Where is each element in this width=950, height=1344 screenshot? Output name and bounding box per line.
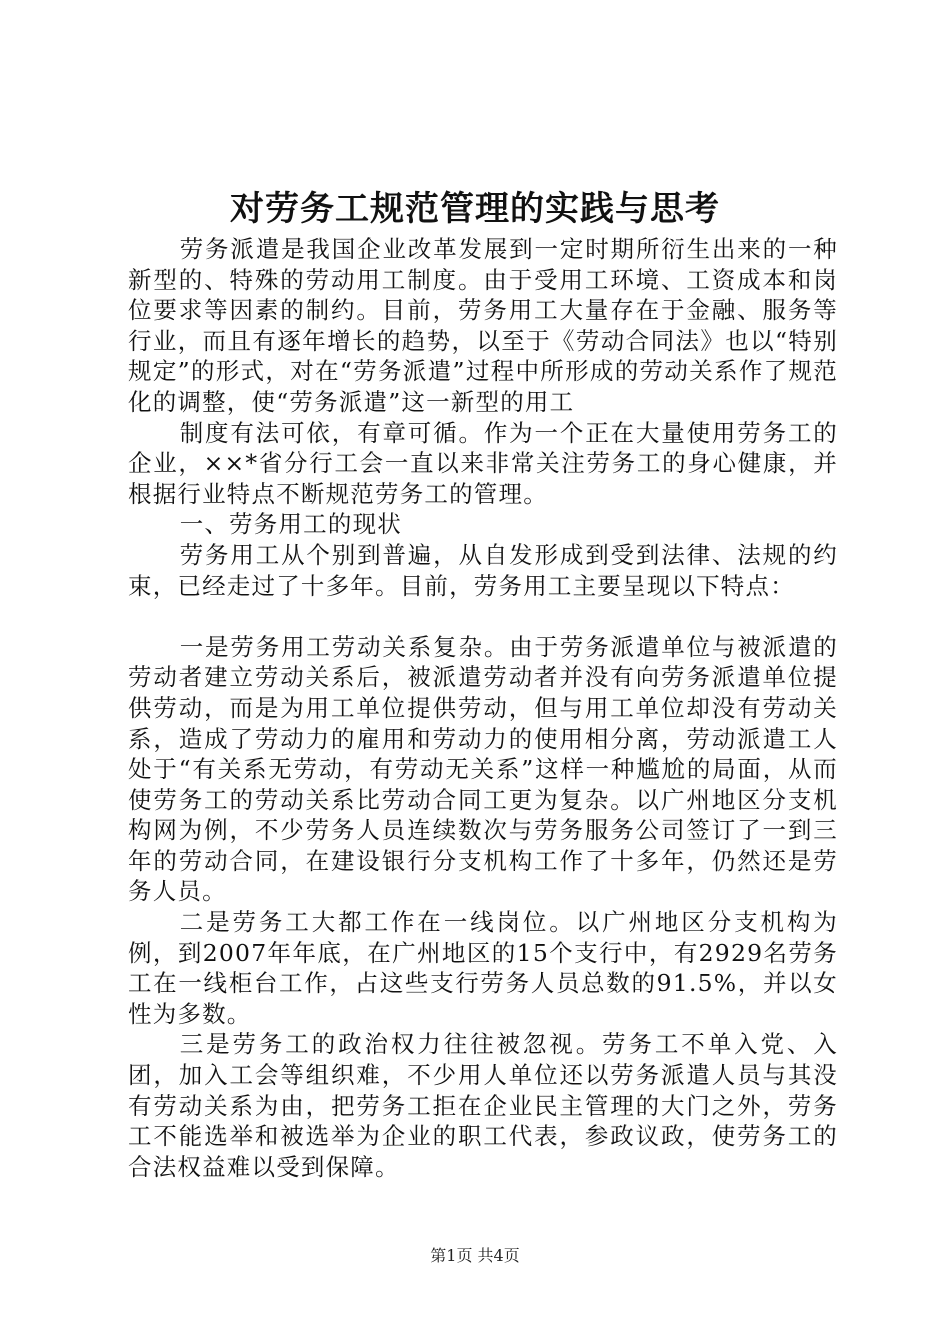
paragraph-status: 劳务用工从个别到普遍，从自发形成到受到法律、法规的约束，已经走过了十多年。目前，劳务用工主要呈现以下特点：: [128, 540, 838, 600]
document-title: 对劳务工规范管理的实践与思考: [230, 189, 720, 229]
page-footer: 第1页 共4页: [430, 1246, 520, 1265]
document-body: [128, 234, 838, 1182]
paragraph-point-one: 一是劳务用工劳动关系复杂。由于劳务派遣单位与被派遣的劳动者建立劳动关系后，被派遣劳动者并没有向劳务派遣单位提供劳动，而是为用工单位提供劳动，但与用工单位却没有劳动关系，造成了劳动力的雇用和劳动力的使用相分离，劳动派遣工人处于“有关系无劳动，有劳动无关系”这样一种尴尬的局面，从而使劳务工的劳动关系比劳动合同工更为复杂。以广州地区分支机构网为例，不少劳务人员连续数次与劳务服务公司签订了一到三年的劳动合同，在建设银行分支机构工作了十多年，仍然还是劳务人员。: [128, 632, 838, 906]
paragraph-spacer: [128, 601, 838, 632]
paragraph-point-three: 三是劳务工的政治权力往往被忽视。劳务工不单入党、入团，加入工会等组织难，不少用人单位还以劳务派遣人员与其没有劳动关系为由，把劳务工拒在企业民主管理的大门之外，劳务工不能选举和被选举为企业的职工代表，参政议政，使劳务工的合法权益难以受到保障。: [128, 1030, 838, 1181]
paragraph-intro-continued: 制度有法可依，有章可循。作为一个正在大量使用劳务工的企业，××*省分行工会一直以来非常关注劳务工的身心健康，并根据行业特点不断规范劳务工的管理。: [128, 418, 838, 508]
paragraph-point-two: 二是劳务工大都工作在一线岗位。以广州地区分支机构为例，到2007年年底，在广州地区的15个支行中，有2929名劳务工在一线柜台工作，占这些支行劳务人员总数的91.5%，并以女性为多数。: [128, 908, 838, 1028]
section-heading: 一、劳务用工的现状: [179, 510, 402, 539]
paragraph-intro: 劳务派遣是我国企业改革发展到一定时期所衍生出来的一种新型的、特殊的劳动用工制度。由于受用工环境、工资成本和岗位要求等因素的制约。目前，劳务用工大量存在于金融、服务等行业，而且有逐年增长的趋势，以至于《劳动合同法》也以“特别规定”的形式，对在“劳务派遣”过程中所形成的劳动关系作了规范化的调整，使“劳务派遣”这一新型的用工: [128, 235, 838, 416]
